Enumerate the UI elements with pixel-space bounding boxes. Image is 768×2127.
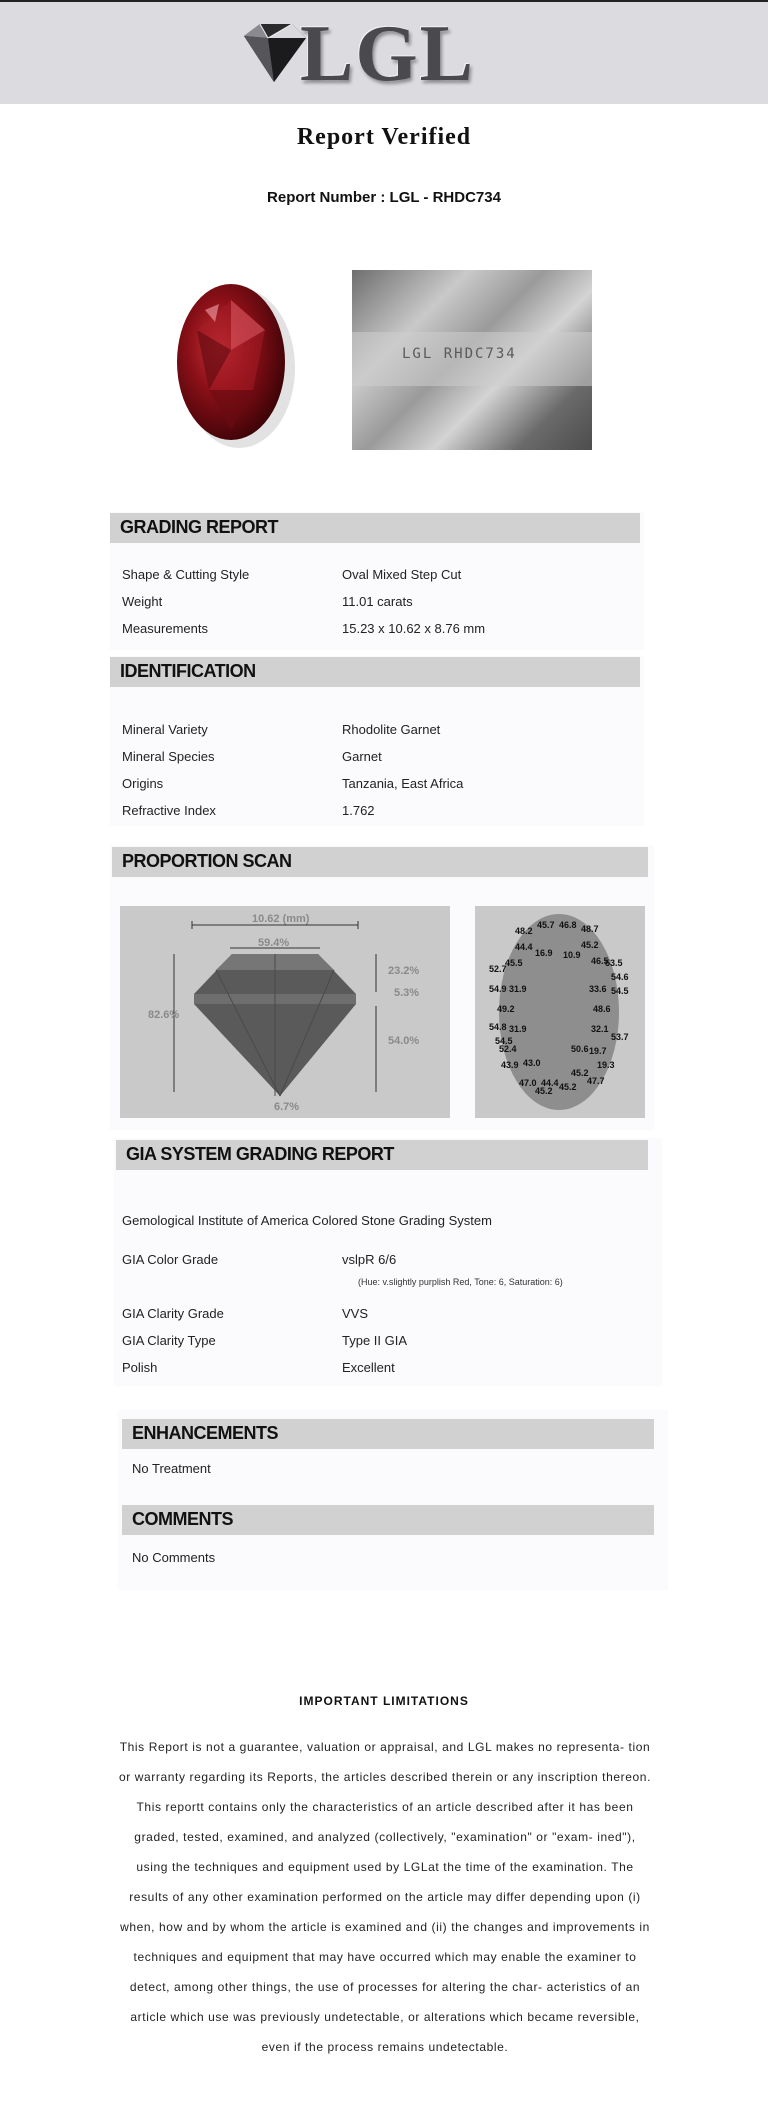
origins-value: Tanzania, East Africa (342, 776, 464, 791)
origins-label: Origins (122, 776, 164, 791)
identification-header (110, 657, 640, 687)
culet-label: 6.7% (274, 1101, 300, 1113)
top-view-value: 45.2 (535, 1086, 553, 1096)
shape-label: Shape & Cutting Style (122, 567, 250, 582)
girdle-label: 5.3% (394, 987, 420, 999)
mineral-species-label: Mineral Species (122, 749, 215, 764)
polish-label: Polish (122, 1360, 158, 1375)
grading-report-header (110, 513, 640, 543)
gem-photo (135, 270, 325, 460)
pavilion-label: 54.0% (388, 1035, 420, 1047)
top-view-value: 53.5 (605, 958, 623, 968)
logo (234, 10, 494, 98)
top-view-value: 48.6 (593, 1004, 611, 1014)
clarity-grade-value: VVS (342, 1306, 369, 1321)
top-view-value: 47.0 (519, 1078, 537, 1088)
top-view-value: 43.0 (523, 1058, 541, 1068)
enhancements-header (122, 1419, 654, 1449)
top-view-value: 53.7 (611, 1032, 629, 1042)
top-view-value: 52.7 (489, 964, 507, 974)
mineral-species-value: Garnet (342, 749, 382, 764)
top-view-value: 44.4 (541, 1078, 559, 1088)
top-view-value: 19.7 (589, 1046, 607, 1056)
gia-color-label: GIA Color Grade (122, 1252, 219, 1267)
top-view-value: 54.5 (611, 986, 629, 996)
logo-text: LGL (300, 10, 475, 98)
width-label: 10.62 (mm) (252, 913, 310, 925)
identification-title: IDENTIFICATION (120, 661, 256, 681)
weight-label: Weight (122, 594, 163, 609)
top-view-value: 16.9 (535, 948, 553, 958)
top-view-value: 45.2 (581, 940, 599, 950)
top-view-value: 45.2 (559, 1082, 577, 1092)
crown-label: 23.2% (388, 965, 420, 977)
top-view-value: 54.5 (495, 1036, 513, 1046)
comments-header (122, 1505, 654, 1535)
top-view-value: 31.9 (509, 1024, 527, 1034)
gia-title: GIA SYSTEM GRADING REPORT (126, 1144, 394, 1164)
top-view-value: 54.8 (489, 1022, 507, 1032)
clarity-type-value: Type II GIA (342, 1333, 408, 1348)
top-view-value: 45.5 (505, 958, 523, 968)
weight-value: 11.01 carats (342, 594, 413, 609)
mineral-variety-label: Mineral Variety (122, 722, 208, 737)
measurements-value: 15.23 x 10.62 x 8.76 mm (342, 621, 486, 636)
top-view-value: 45.2 (571, 1068, 589, 1078)
refractive-index-label: Refractive Index (122, 803, 216, 818)
top-view-value: 48.7 (581, 924, 599, 934)
top-view-value: 33.6 (589, 984, 607, 994)
table-label: 59.4% (258, 937, 290, 949)
clarity-type-label: GIA Clarity Type (122, 1333, 216, 1348)
top-view-value: 19.3 (597, 1060, 615, 1070)
refractive-index-value: 1.762 (342, 803, 375, 818)
clarity-grade-label: GIA Clarity Grade (122, 1306, 224, 1321)
top-view-value: 10.9 (563, 950, 581, 960)
top-view-diagram (475, 906, 645, 1118)
top-view-value: 44.4 (515, 942, 533, 952)
top-view-value: 46.8 (559, 920, 577, 930)
comments-title: COMMENTS (132, 1509, 233, 1529)
top-view-value: 32.1 (591, 1024, 609, 1034)
inscription-text: LGL RHDC734 (402, 346, 517, 362)
report-number: Report Number : LGL - RHDC734 (267, 189, 501, 206)
shape-value: Oval Mixed Step Cut (342, 567, 462, 582)
top-view-value: 49.2 (497, 1004, 515, 1014)
top-view-value: 43.9 (501, 1060, 519, 1070)
gia-color-value: vslpR 6/6 (342, 1252, 397, 1267)
top-view-value: 31.9 (509, 984, 527, 994)
diamond-icon (234, 22, 308, 84)
top-view-value: 50.6 (571, 1044, 589, 1054)
top-view-value: 52.4 (499, 1044, 517, 1054)
top-view-value: 46.5 (591, 956, 609, 966)
page-title: Report Verified (296, 124, 472, 150)
top-view-value: 54.9 (489, 984, 507, 994)
inscription-photo (352, 270, 592, 450)
header-banner (0, 2, 768, 104)
grading-report-title: GRADING REPORT (120, 517, 279, 537)
profile-diagram (120, 906, 450, 1118)
gia-system-text: Gemological Institute of America Colored Stone Grading System (122, 1213, 492, 1228)
proportion-scan-header (112, 847, 648, 877)
limitations-title: IMPORTANT LIMITATIONS (299, 1694, 469, 1708)
measurements-label: Measurements (122, 621, 208, 636)
top-view-value: 47.7 (587, 1076, 605, 1086)
proportion-scan-title: PROPORTION SCAN (122, 851, 292, 871)
limitations-body: This Report is not a guarantee, valuation or appraisal, and LGL makes no representa- tion or warranty regarding its Reports, the articles described therein or any inscription thereon. This reportt contains only the characteristics of an article described after it has been graded, tested, examined, and analyzed (collectively, "examination" or "exam- ined"), using the techniques and equipment used by LGLat the time of the examination. The results of any other examination performed on the article may differ depending upon (i) when, how and by whom the article is examined and (ii) the changes and improvements in techniques and equipment that may have occurred which may enable the examiner to detect, among other things, the use of processes for altering the char- acteristics of an article which use was previously undetectable, or alterations which became reversible, even if the process remains undetectable. (118, 1740, 652, 2054)
enhancements-value: No Treatment (132, 1461, 211, 1476)
top-view-value: 45.7 (537, 920, 555, 930)
depth-label: 82.6% (148, 1009, 180, 1021)
enhancements-title: ENHANCEMENTS (132, 1423, 279, 1443)
comments-value: No Comments (132, 1550, 216, 1565)
top-view-value: 48.2 (515, 926, 533, 936)
gia-color-note: (Hue: v.slightly purplish Red, Tone: 6, Saturation: 6) (358, 1277, 563, 1287)
gia-header (116, 1140, 648, 1170)
polish-value: Excellent (342, 1360, 395, 1375)
mineral-variety-value: Rhodolite Garnet (342, 722, 441, 737)
top-view-value: 54.6 (611, 972, 629, 982)
